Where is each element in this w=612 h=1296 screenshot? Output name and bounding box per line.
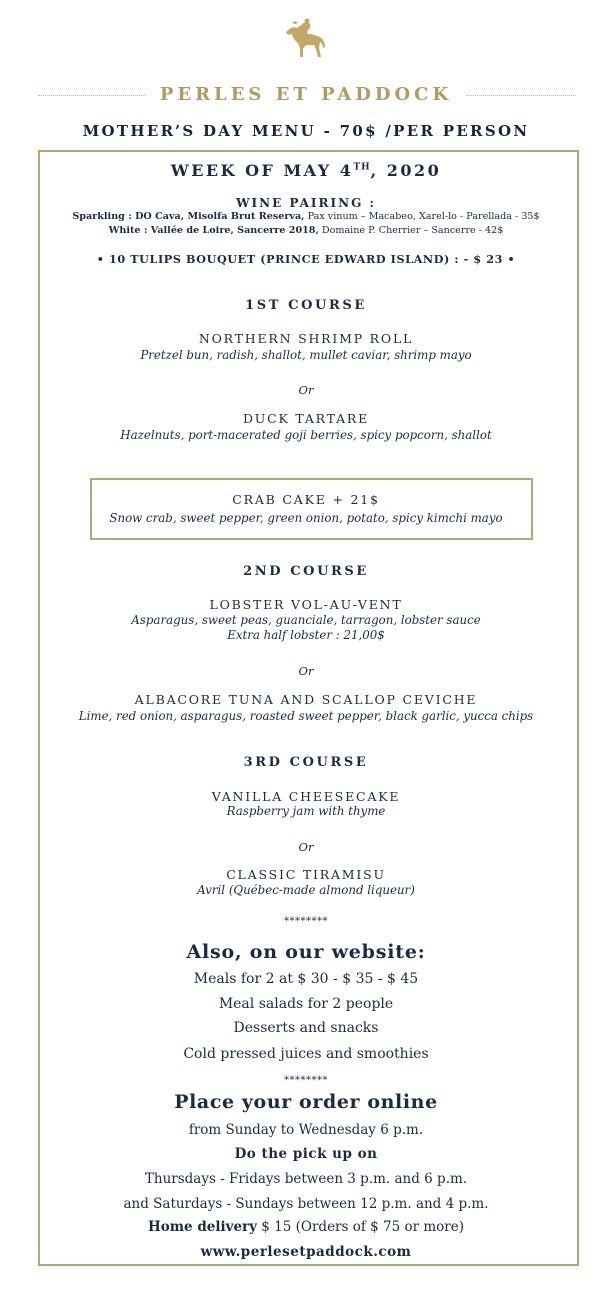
week-heading: WEEK OF MAY 4TH, 2020: [170, 161, 442, 180]
brand-name: PERLES ET PADDOCK: [159, 84, 453, 105]
horse-rider-icon: [278, 14, 334, 66]
crab-cake-desc: Snow crab, sweet pepper, green onion, potato, spicy kimchi mayo: [109, 511, 503, 525]
course3-title: 3RD COURSE: [243, 755, 369, 770]
course2-dish1-desc: Asparagus, sweet peas, guanciale, tarragon, lobster sauce: [131, 613, 481, 627]
website-item-4: Cold pressed juices and smoothies: [183, 1046, 429, 1062]
wine-white: White : Vallée de Loire, Sancerre 2018, Domaine P. Cherrier – Sancerre - 42$: [108, 225, 504, 236]
course1-dish2-name: DUCK TARTARE: [242, 411, 370, 426]
menu-title: MOTHER’S DAY MENU - 70$ /PER PERSON: [82, 122, 530, 140]
pickup-title: Do the pick up on: [234, 1146, 378, 1162]
pickup-line-1: Thursdays - Fridays between 3 p.m. and 6 p.m.: [144, 1171, 468, 1187]
course3-dish1-desc: Raspberry jam with thyme: [226, 804, 386, 818]
course2-dish2-name: ALBACORE TUNA AND SCALLOP CEVICHE: [134, 692, 478, 707]
course2-or: Or: [298, 664, 314, 678]
pickup-line-2: and Saturdays - Sundays between 12 p.m. and 4 p.m.: [123, 1196, 489, 1212]
separator-1: ********: [284, 916, 328, 927]
course2-dish2-desc: Lime, red onion, asparagus, roasted sweet pepper, black garlic, yucca chips: [78, 709, 534, 723]
website-item-3: Desserts and snacks: [233, 1020, 379, 1036]
wine-pairing-title: WINE PAIRING :: [236, 196, 376, 210]
wine-sparkling: Sparkling : DO Cava, Misolfa Brut Reserva, Pax vinum – Macabeo, Xarel-lo - Parellada - 35$: [72, 211, 540, 222]
tulips-offer: • 10 TULIPS BOUQUET (PRINCE EDWARD ISLAND) : - $ 23 •: [96, 252, 516, 266]
course3-dish1-name: VANILLA CHEESECAKE: [211, 789, 401, 804]
course3-dish2-name: CLASSIC TIRAMISU: [226, 867, 386, 882]
website-item-1: Meals for 2 at $ 30 - $ 35 - $ 45: [193, 971, 419, 987]
crab-cake-name: CRAB CAKE + 21$: [232, 492, 380, 507]
separator-2: ********: [284, 1075, 328, 1086]
crab-cake-box: [90, 478, 533, 540]
home-delivery: Home delivery $ 15 (Orders of $ 75 or more): [147, 1219, 465, 1235]
course1-title: 1ST COURSE: [245, 298, 367, 313]
brand-logo: [0, 14, 612, 70]
course1-dish1-desc: Pretzel bun, radish, shallot, mullet caviar, shrimp mayo: [140, 348, 472, 362]
course2-title: 2ND COURSE: [243, 564, 369, 579]
course1-or: Or: [298, 383, 314, 397]
course3-dish2-desc: Avril (Québec-made almond liqueur): [197, 883, 415, 897]
website-item-2: Meal salads for 2 people: [218, 996, 394, 1012]
course1-dish1-name: NORTHERN SHRIMP ROLL: [198, 331, 414, 346]
order-days: from Sunday to Wednesday 6 p.m.: [188, 1122, 424, 1138]
course2-dish1-name: LOBSTER VOL-AU-VENT: [209, 597, 403, 612]
website-title: Also, on our website:: [186, 941, 426, 963]
order-title: Place your order online: [174, 1091, 438, 1113]
course3-or: Or: [298, 840, 314, 854]
website-link[interactable]: www.perlesetpaddock.com: [200, 1244, 412, 1260]
course1-dish2-desc: Hazelnuts, port-macerated goji berries, spicy popcorn, shallot: [120, 428, 492, 442]
course2-dish1-extra: Extra half lobster : 21,00$: [227, 628, 385, 642]
